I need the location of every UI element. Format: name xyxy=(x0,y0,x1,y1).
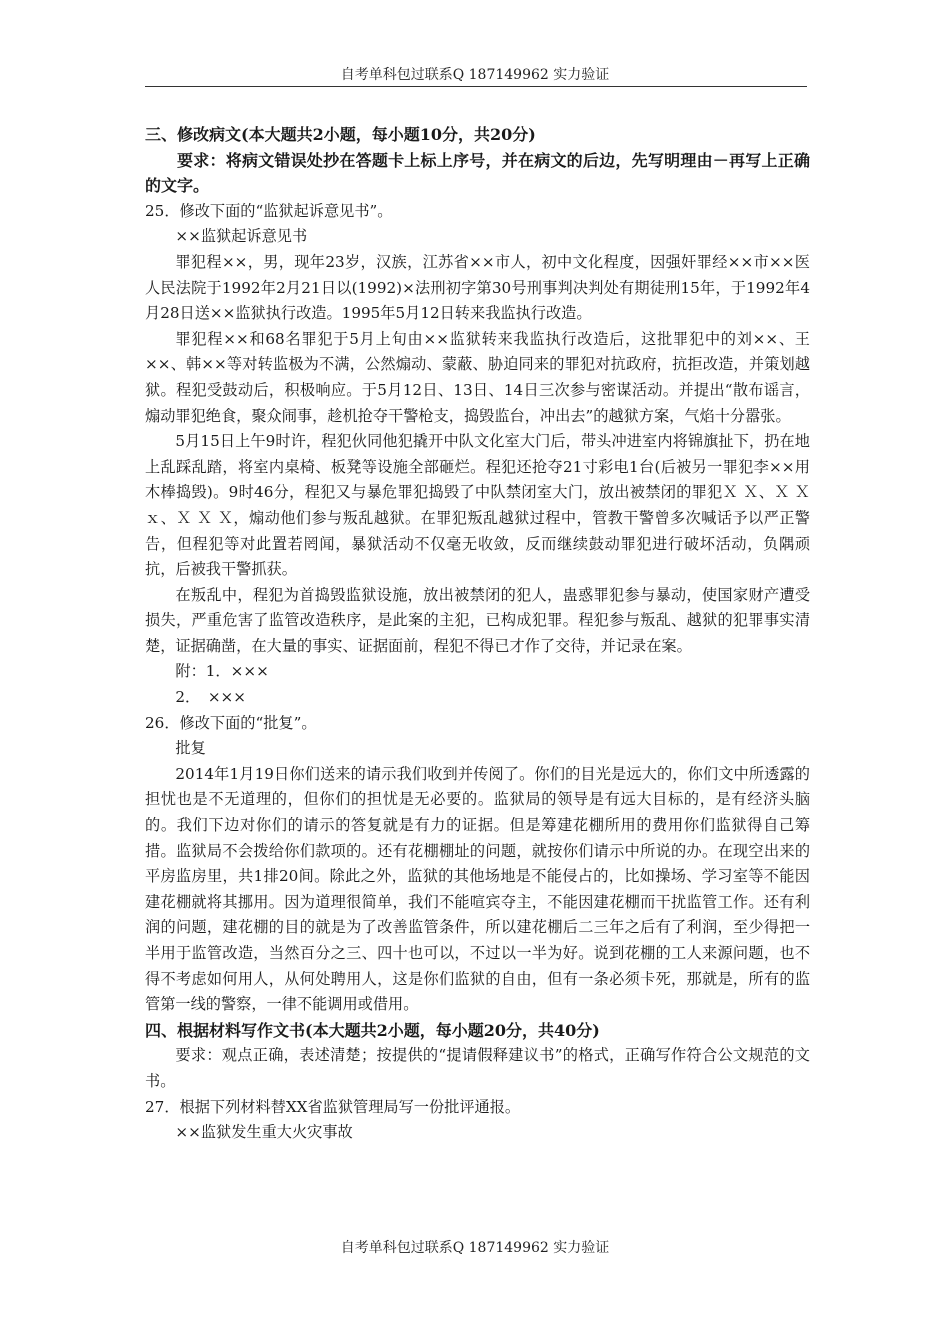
q27-stem: 27．根据下列材料替XX省监狱管理局写一份批评通报。 xyxy=(145,1097,521,1116)
section4-requirement: 要求：观点正确，表述清楚；按提供的“提请假释建议书”的格式，正确写作符合公文规范的文书。 xyxy=(145,1046,810,1090)
q25-doc-title: ××监狱起诉意见书 xyxy=(175,227,308,246)
q26-stem: 26．修改下面的“批复”。 xyxy=(145,713,317,732)
q25-para-4: 在叛乱中，程犯为首捣毁监狱设施，放出被禁闭的犯人，蛊惑罪犯参与暴动，使国家财产遭受损失，严重危害了监管改造秩序，是此案的主犯，已构成犯罪。程犯参与叛乱、越狱的犯罪事实清楚，证据确凿，在大量的事实、证据面前，程犯不得已才作了交待，并记录在案。 xyxy=(145,585,810,655)
q25-para-3: 5月15日上午9时许，程犯伙同他犯撬开中队文化室大门后，带头冲进室内将锦旗扯下，扔在地上乱踩乱踏，将室内桌椅、板凳等设施全部砸烂。程犯还抢夺21寸彩电1台(后被另一罪犯李××用木棒捣毁)。9时46分，程犯又与暴危罪犯捣毁了中队禁闭室大门，放出被禁闭的罪犯Ｘ Ｘ、Ｘ Ｘ ｘ、Ｘ Ｘ Ｘ，煽动他们参与叛乱越狱。在罪犯叛乱越狱过程中，管教干警曾多次喊话予以严正警告，但程犯等对此置若罔闻，暴狱活动不仅毫无收敛，反而继续鼓动罪犯进行破坏活动，负隅顽抗，后被我干警抓获。 xyxy=(145,432,810,579)
q27-doc-title: ××监狱发生重大火灾事故 xyxy=(175,1123,353,1142)
section3-title: 三、修改病文(本大题共2小题，每小题10分，共20分) xyxy=(145,125,536,144)
q25-attachment-1: 附：1．××× xyxy=(175,662,269,681)
q25-para-1: 罪犯程××，男，现年23岁，汉族，江苏省××市人，初中文化程度，因强奸罪经××市××医人民法院于1992年2月21日以(1992)×法刑初字第30号刑事判决判处有期徒刑15年，于1992年4月28日送××监狱执行改造。1995年5月12日转来我监执行改造。 xyxy=(145,252,810,323)
q25-stem: 25．修改下面的“监狱起诉意见书”。 xyxy=(145,201,393,220)
q25-attachment-2: 2． ××× xyxy=(175,688,247,707)
section4-title: 四、根据材料写作文书(本大题共2小题，每小题20分，共40分) xyxy=(145,1020,600,1040)
q26-doc-title: 批复 xyxy=(175,739,206,758)
page-footer: 自考单科包过联系Q 187149962 实力验证 xyxy=(340,1240,610,1256)
header-rule xyxy=(145,86,807,87)
page-header: 自考单科包过联系Q 187149962 实力验证 xyxy=(340,67,610,83)
document-body xyxy=(145,122,810,1146)
q25-para-2: 罪犯程××和68名罪犯于5月上旬由××监狱转来我监执行改造后，这批罪犯中的刘××、王××、韩××等对转监极为不满，公然煽动、蒙蔽、胁迫同来的罪犯对抗政府，抗拒改造，并策划越狱。程犯受鼓动后，积极响应。于5月12日、13日、14日三次参与密谋活动。并提出“散布谣言，煽动罪犯绝食，聚众闹事，趁机抢夺干警枪支，捣毁监台，冲出去”的越狱方案，气焰十分嚣张。 xyxy=(145,329,810,425)
q26-para: 2014年1月19日你们送来的请示我们收到并传阅了。你们的目光是远大的，你们文中所透露的担忧也是不无道理的，但你们的担忧是无必要的。监狱局的领导是有远大目标的，是有经济头脑的。我们下边对你们的请示的答复就是有力的证据。但是筹建花棚所用的费用你们监狱得自己筹措。监狱局不会拨给你们款项的。还有花棚棚址的问题，就按你们请示中所说的办。在现空出来的平房监房里，共1排20间。除此之外，监狱的其他场地是不能侵占的，比如操场、学习室等不能因建花棚就将其挪用。因为道理很简单，我们不能喧宾夺主，不能因建花棚而干扰监管工作。还有利润的问题，建花棚的目的就是为了改善监管条件，所以建花棚后二三年之后有了利润，至少得把一半用于监管改造，当然百分之三、四十也可以，不过以一半为好。说到花棚的工人来源问题，也不得不考虑如何用人，从何处聘用人，这是你们监狱的自由，但有一条必须卡死，那就是，所有的监管第一线的警察，一律不能调用或借用。 xyxy=(145,764,810,1014)
section3-requirement: 要求：将病文错误处抄在答题卡上标上序号，并在病文的后边，先写明理由－再写上正确的文字。 xyxy=(145,150,810,196)
